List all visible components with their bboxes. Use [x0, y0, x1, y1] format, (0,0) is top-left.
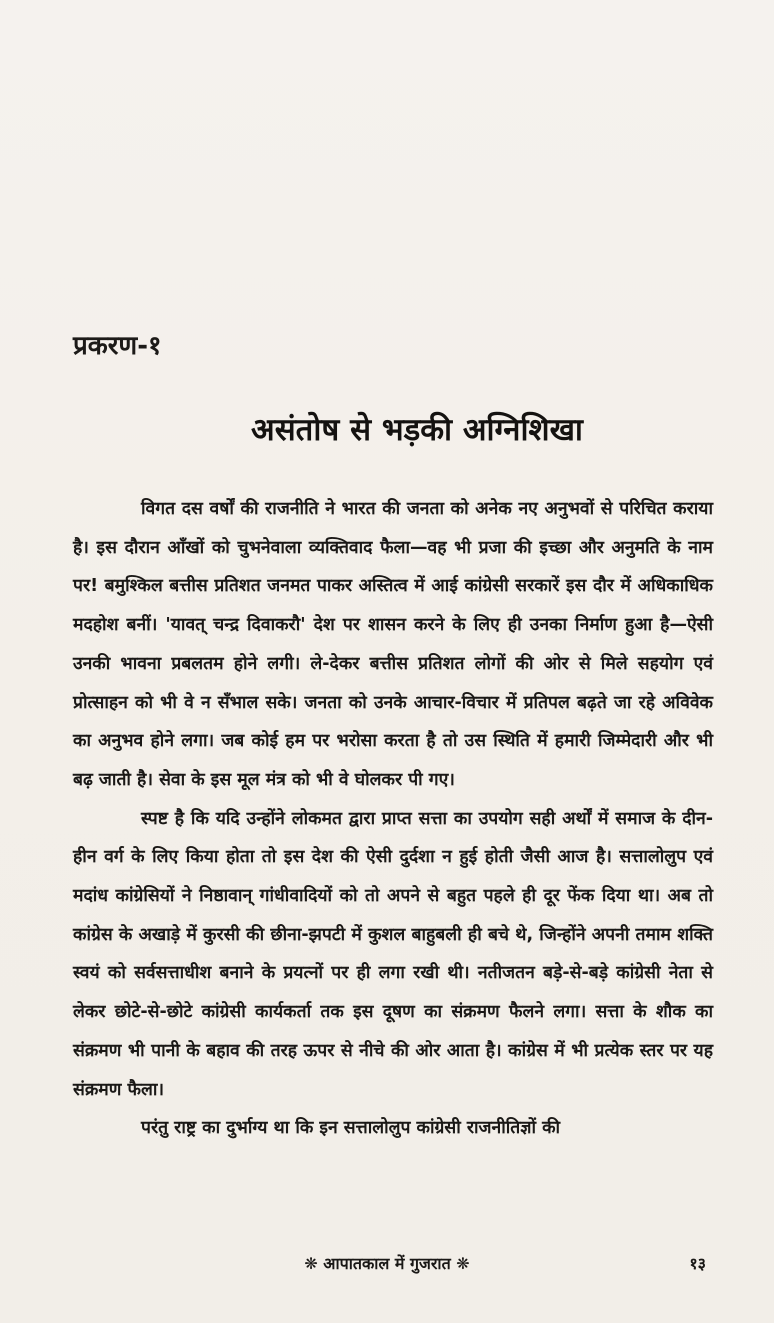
show-through-texture: [90, 100, 710, 430]
paragraph-3: परंतु राष्ट्र का दुर्भाग्य था कि इन सत्तालोलुप कांग्रेसी राजनीतिज्ञों की: [141, 1118, 561, 1139]
page-number: १३: [689, 1254, 706, 1273]
running-footer-title: ❋ आपातकाल में गुजरात ❋: [304, 1254, 470, 1273]
chapter-title: असंतोष से भड़की अग्निशिखा: [251, 412, 583, 448]
paragraph-1: विगत दस वर्षों की राजनीति ने भारत की जनता को अनेक नए अनुभवों से परिचित कराया है। इस दौरान आँखों को चुभनेवाला व्यक्तिवाद फैला—वह भी प्रजा की इच्छा और अनुमति के नाम पर! बमुश्किल बत्तीस प्रतिशत जनमत पाकर अस्तित्व में आई कांग्रेसी सरकारें इस दौर में अधिकाधिक मदहोश बनीं। 'यावत् चन्द्र दिवाकरौ' देश पर शासन करने के लिए ही उनका निर्माण हुआ है—ऐसी उनकी भावना प्रबलतम होने लगी। ले-देकर बत्तीस प्रतिशत लोगों की ओर से मिले सहयोग एवं प्रोत्साहन को भी वे न सँभाल सके। जनता को उनके आचार-विचार में प्रतिपल बढ़ते जा रहे अविवेक का अनुभव होने लगा। जब कोई हम पर भरोसा करता है तो उस स्थिति में हमारी जिम्मेदारी और भी बढ़ जाती है। सेवा के इस मूल मंत्र को भी वे घोलकर पी गए।: [73, 499, 713, 790]
paragraph-2: स्पष्ट है कि यदि उन्होंने लोकमत द्वारा प्राप्त सत्ता का उपयोग सही अर्थों में समाज के दीन-हीन वर्ग के लिए किया होता तो इस देश की ऐसी दुर्दशा न हुई होती जैसी आज है। सत्तालोलुप एवं मदांध कांग्रेसियों ने निष्ठावान् गांधीवादियों को तो अपने से बहुत पहले ही दूर फेंक दिया था। अब तो कांग्रेस के अखाड़े में कुरसी की छीना-झपटी में कुशल बाहुबली ही बचे थे, जिन्होंने अपनी तमाम शक्ति स्वयं को सर्वसत्ताधीश बनाने के प्रयत्नों पर ही लगा रखी थी। नतीजतन बड़े-से-बड़े कांग्रेसी नेता से लेकर छोटे-से-छोटे कांग्रेसी कार्यकर्ता तक इस दूषण का संक्रमण फैलने लगा। सत्ता के शौक का संक्रमण भी पानी के बहाव की तरह ऊपर से नीचे की ओर आता है। कांग्रेस में भी प्रत्येक स्तर पर यह संक्रमण फैला।: [73, 808, 713, 1100]
body-text: [73, 490, 713, 1148]
chapter-label: प्रकरण-१: [73, 331, 162, 361]
